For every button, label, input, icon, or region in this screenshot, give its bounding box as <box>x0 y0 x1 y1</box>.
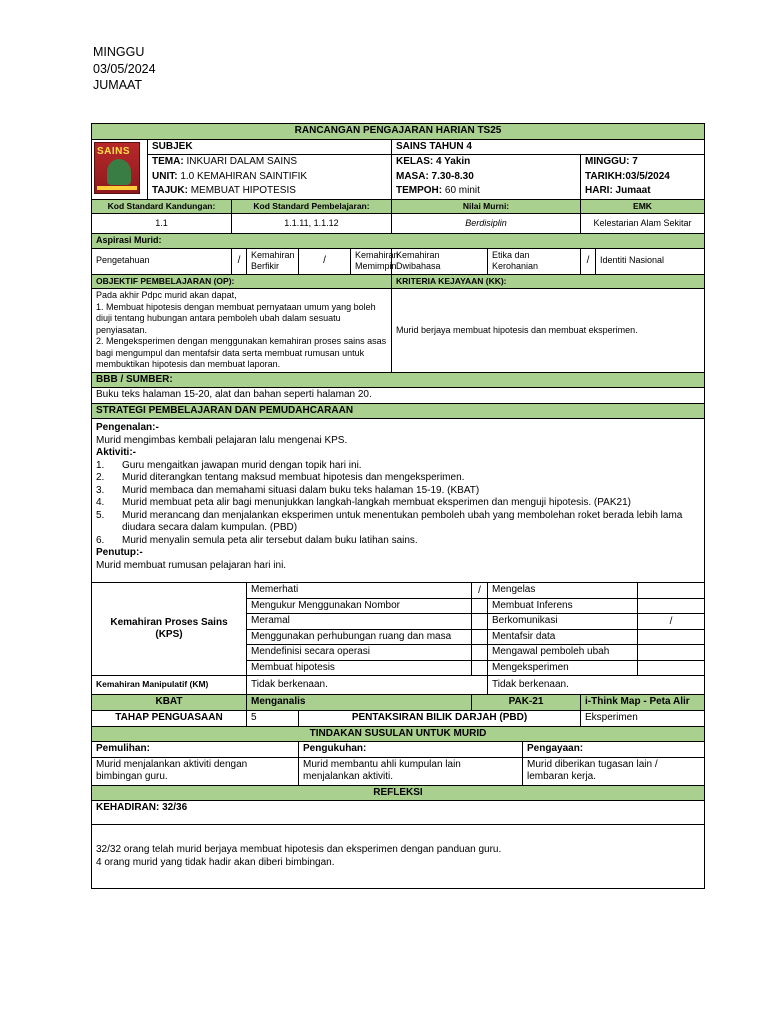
penutup-value: Murid membuat rumusan pelajaran hari ini. <box>96 559 287 571</box>
book-cover-cell <box>92 139 148 199</box>
aspirasi-mark: / <box>299 248 351 274</box>
tajuk-label: TAJUK: <box>152 185 188 196</box>
book-cover-image <box>94 142 140 194</box>
kps-item: Berkomunikasi <box>488 614 638 630</box>
kps-mark <box>638 629 705 645</box>
header-date: 03/05/2024 <box>93 61 156 76</box>
kod-sk-label: Kod Standard Kandungan: <box>92 199 232 214</box>
tema-cell <box>148 155 392 170</box>
list-text: Murid membaca dan memahami situasi dalam buku teks halaman 15-19. (KBAT) <box>122 484 480 496</box>
aspirasi-item: Kemahiran Memimpin <box>351 248 392 274</box>
kps-mark <box>638 598 705 614</box>
objektif-line: 2. Mengeksperimen dengan menggunakan kemahiran proses sains asas bagi mengumpul dan mentafsir data serta membuat rumusan untuk membuktikan hipotesis dan membuat laporan. <box>96 336 387 369</box>
refleksi-label: REFLEKSI <box>92 785 705 801</box>
masa-value: MASA: 7.30-8.30 <box>392 170 581 185</box>
objektif-line: 1. Membuat hipotesis dengan membuat pernyataan umum yang boleh diuji tentang hubungan antara pemboleh ubah dalam sesuatu penyiasatan. <box>96 301 376 335</box>
kod-sp-label: Kod Standard Pembelajaran: <box>232 199 392 214</box>
kriteria-label: KRITERIA KEJAYAAN (KK): <box>392 274 705 289</box>
header-day: JUMAAT <box>93 78 143 92</box>
aktiviti-label: Aktiviti:- <box>96 447 136 458</box>
cover-stripe <box>97 186 137 190</box>
tarikh-value: TARIKH:03/5/2024 <box>581 170 705 185</box>
unit-cell <box>148 170 392 185</box>
aspirasi-item: Identiti Nasional <box>596 248 705 274</box>
lesson-plan-table <box>91 123 705 889</box>
objektif-body <box>92 289 392 373</box>
objektif-label: OBJEKTIF PEMBELAJARAN (OP): <box>92 274 392 289</box>
kelas-value: KELAS: 4 Yakin <box>392 155 581 170</box>
list-item <box>96 472 700 485</box>
kps-item: Mengeksperimen <box>488 660 638 676</box>
tajuk-value: MEMBUAT HIPOTESIS <box>190 185 296 196</box>
strategi-body <box>92 419 705 583</box>
kps-mark <box>472 660 488 676</box>
kps-item: Mengelas <box>488 583 638 599</box>
list-number: 4. <box>96 497 105 508</box>
aspirasi-label: Aspirasi Murid: <box>92 234 705 249</box>
header-week: MINGGU <box>93 45 145 59</box>
minggu-value: MINGGU: 7 <box>581 155 705 170</box>
pbd-value: Eksperimen <box>581 710 705 726</box>
tema-value: INKUARI DALAM SAINS <box>186 156 298 167</box>
kps-item: Mentafsir data <box>488 629 638 645</box>
kbat-label: KBAT <box>92 695 247 711</box>
kehadiran-value: KEHADIRAN: 32/36 <box>92 801 705 825</box>
tema-label: TEMA: <box>152 156 184 167</box>
refleksi-line: 32/32 orang telah murid berjaya membuat hipotesis dan eksperimen dengan panduan guru. <box>96 844 502 855</box>
objektif-line: Pada akhir Pdpc murid akan dapat, <box>96 290 237 300</box>
hari-value: HARI: Jumaat <box>581 184 705 199</box>
kps-mark <box>638 645 705 661</box>
list-item <box>96 535 700 548</box>
kps-mark: / <box>638 614 705 630</box>
list-item <box>96 460 700 473</box>
unit-value: 1.0 KEMAHIRAN SAINTIFIK <box>180 170 308 182</box>
kps-item: Menggunakan perhubungan ruang dan masa <box>247 629 472 645</box>
km-label: Kemahiran Manipulatif (KM) <box>92 676 247 695</box>
pengukuhan-value: Murid membantu ahli kumpulan lain menjalankan aktiviti. <box>299 757 523 785</box>
pbd-label: PENTAKSIRAN BILIK DARJAH (PBD) <box>299 710 581 726</box>
list-item <box>96 485 700 498</box>
pak21-value: i-Think Map - Peta Alir <box>581 695 705 711</box>
tahap-label: TAHAP PENGUASAAN <box>92 710 247 726</box>
nilai-murni-value: Berdisiplin <box>392 214 581 234</box>
pak21-label: PAK-21 <box>472 695 581 711</box>
page-header <box>93 44 156 94</box>
tempoh-label: TEMPOH: <box>396 185 443 196</box>
kps-mark <box>472 598 488 614</box>
subjek-value: SAINS TAHUN 4 <box>392 139 705 155</box>
kps-label: Kemahiran Proses Sains (KPS) <box>92 583 247 676</box>
aspirasi-item: Kemahiran Dwibahasa <box>392 248 488 274</box>
kps-mark <box>472 645 488 661</box>
strategi-label: STRATEGI PEMBELAJARAN DAN PEMUDAHCARAAN <box>92 403 705 419</box>
pengayaan-value: Murid diberikan tugasan lain / lembaran kerja. <box>523 757 705 785</box>
list-text: Murid merancang dan menjalankan eksperimen untuk menentukan pemboleh ubah yang membolehan roket berada lebih lama diudara secara dalam kumpulan. (PBD) <box>122 509 683 533</box>
kps-mark: / <box>472 583 488 599</box>
list-number: 3. <box>96 484 105 496</box>
emk-value: Kelestarian Alam Sekitar <box>581 214 705 234</box>
pemulihan-label: Pemulihan: <box>92 742 299 758</box>
tempoh-cell <box>392 184 581 199</box>
pengukuhan-label: Pengukuhan: <box>299 742 523 758</box>
lesson-plan-sheet <box>91 123 704 889</box>
penutup-label: Penutup:- <box>96 547 143 558</box>
kps-item: Mendefinisi secara operasi <box>247 645 472 661</box>
kriteria-value: Murid berjaya membuat hipotesis dan membuat eksperimen. <box>392 289 705 373</box>
aspirasi-mark: / <box>581 248 596 274</box>
aspirasi-mark: / <box>232 248 247 274</box>
pemulihan-value: Murid menjalankan aktiviti dengan bimbingan guru. <box>92 757 299 785</box>
refleksi-body <box>92 825 705 889</box>
kps-mark <box>472 614 488 630</box>
bbb-label: BBB / SUMBER: <box>92 372 705 388</box>
aktiviti-list <box>96 460 700 548</box>
aspirasi-item: Pengetahuan <box>92 248 232 274</box>
rph-title: RANCANGAN PENGAJARAN HARIAN TS25 <box>92 124 705 140</box>
kps-item: Meramal <box>247 614 472 630</box>
nilai-murni-label: Nilai Murni: <box>392 199 581 214</box>
kps-item: Membuat hipotesis <box>247 660 472 676</box>
rocket-icon <box>107 159 131 185</box>
subjek-label: SUBJEK <box>148 139 392 155</box>
list-text: Murid menyalin semula peta alir tersebut dalam buku latihan sains. <box>122 534 418 546</box>
pengenalan-label: Pengenalan:- <box>96 422 159 433</box>
list-number: 5. <box>96 509 105 521</box>
km-value: Tidak berkenaan. <box>488 676 705 695</box>
kbat-value: Menganalis <box>247 695 472 711</box>
tempoh-value: 60 minit <box>444 185 480 196</box>
kps-item: Mengukur Menggunakan Nombor <box>247 598 472 614</box>
list-number: 6. <box>96 534 105 546</box>
aspirasi-item: Kemahiran Berfikir <box>247 248 299 274</box>
tajuk-cell <box>148 184 392 199</box>
pengayaan-label: Pengayaan: <box>523 742 705 758</box>
list-number: 2. <box>96 472 105 483</box>
kod-sp-value: 1.1.11, 1.1.12 <box>232 214 392 234</box>
list-item <box>96 510 700 535</box>
kps-item: Membuat Inferens <box>488 598 638 614</box>
bbb-value: Buku teks halaman 15-20, alat dan bahan seperti halaman 20. <box>92 388 705 404</box>
tahap-value: 5 <box>247 710 299 726</box>
pengenalan-value: Murid mengimbas kembali pelajaran lalu mengenai KPS. <box>96 434 348 446</box>
kps-item: Memerhati <box>247 583 472 599</box>
list-text: Guru mengaitkan jawapan murid dengan topik hari ini. <box>122 459 362 471</box>
kps-item: Mengawal pemboleh ubah <box>488 645 638 661</box>
kod-sk-value: 1.1 <box>92 214 232 234</box>
list-text: Murid diterangkan tentang maksud membuat hipotesis dan mengeksperimen. <box>122 472 465 483</box>
kps-mark <box>638 660 705 676</box>
tindakan-label: TINDAKAN SUSULAN UNTUK MURID <box>92 726 705 742</box>
list-text: Murid membuat peta alir bagi menunjukkan langkah-langkah membuat eksperimen dan menguji hipotesis. (PAK21) <box>122 497 631 508</box>
kps-mark <box>638 583 705 599</box>
book-cover-title: SAINS <box>97 145 131 157</box>
km-value: Tidak berkenaan. <box>247 676 488 695</box>
aspirasi-item: Etika dan Kerohanian <box>488 248 581 274</box>
unit-label: UNIT: <box>152 170 178 182</box>
kps-mark <box>472 629 488 645</box>
list-item <box>96 497 700 510</box>
list-number: 1. <box>96 459 105 471</box>
refleksi-line: 4 orang murid yang tidak hadir akan diberi bimbingan. <box>96 856 335 868</box>
emk-label: EMK <box>581 199 705 214</box>
